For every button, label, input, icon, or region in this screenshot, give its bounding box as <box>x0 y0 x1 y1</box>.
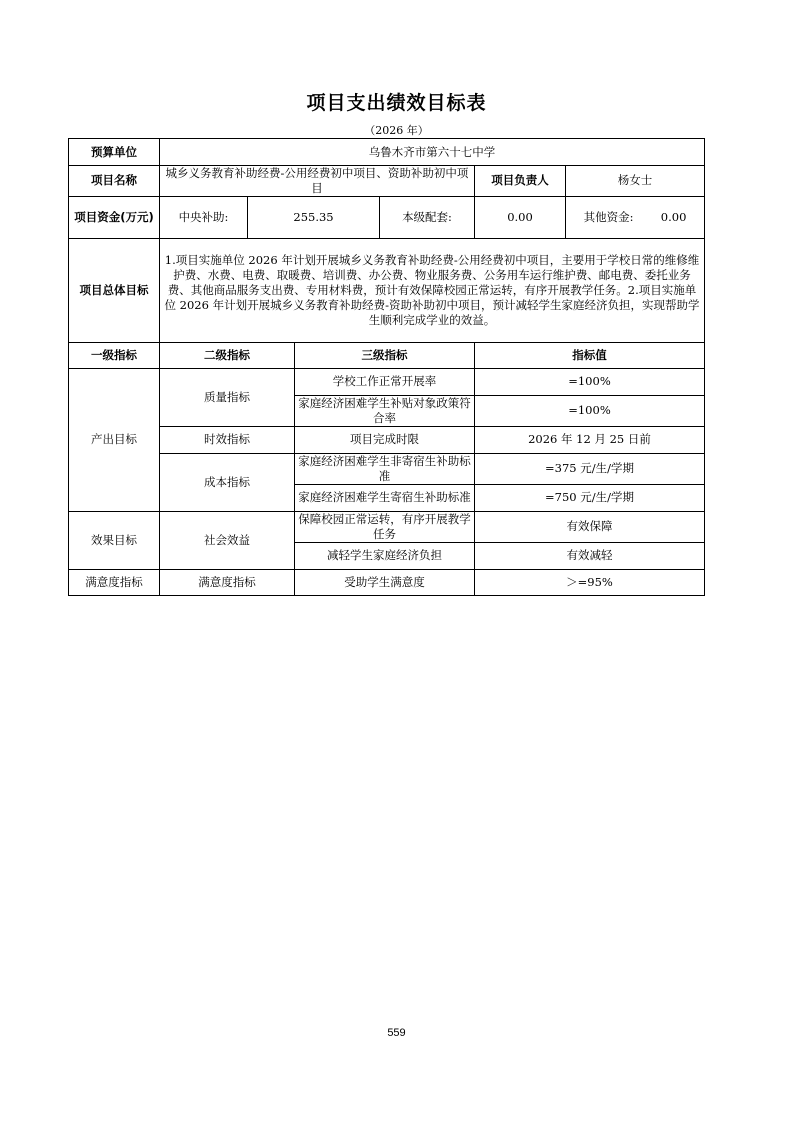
page-title: 项目支出绩效目标表 <box>306 92 487 114</box>
budget-unit-label: 预算单位 <box>69 139 160 166</box>
project-name-label: 项目名称 <box>69 166 160 197</box>
table-row <box>69 569 705 595</box>
performance-goal-table <box>68 138 705 596</box>
project-name-row <box>69 166 705 197</box>
quality-indicator-label: 质量指标 <box>160 368 295 426</box>
value-cell: =100% <box>475 368 705 395</box>
other-funds-cell <box>566 196 705 238</box>
header-level3: 三级指标 <box>295 342 475 368</box>
other-funds-value: 0.00 <box>660 209 687 224</box>
header-level1: 一级指标 <box>69 342 160 368</box>
value-cell: 2026 年 12 月 25 日前 <box>475 426 705 453</box>
page-number: 559 <box>387 1027 406 1039</box>
project-leader-label: 项目负责人 <box>475 166 566 197</box>
effect-goal-label: 效果目标 <box>69 511 160 569</box>
indicator-header-row <box>69 342 705 368</box>
table-row <box>69 511 705 542</box>
local-matching-value: 0.00 <box>475 196 566 238</box>
project-leader-value: 杨女士 <box>566 166 705 197</box>
value-cell: ＞=95% <box>475 569 705 595</box>
cost-indicator-label: 成本指标 <box>160 453 295 511</box>
output-goal-label: 产出目标 <box>69 368 160 511</box>
project-name-value: 城乡义务教育补助经费-公用经费初中项目、资助补助初中项目 <box>160 166 475 197</box>
satisfaction-level2-label: 满意度指标 <box>160 569 295 595</box>
level3-cell: 项目完成时限 <box>295 426 475 453</box>
social-benefit-label: 社会效益 <box>160 511 295 569</box>
year-label: （2026 年） <box>364 124 429 137</box>
level3-cell: 保障校园正常运转，有序开展教学任务 <box>295 511 475 542</box>
value-cell: =100% <box>475 395 705 426</box>
budget-unit-row <box>69 139 705 166</box>
local-matching-label: 本级配套: <box>380 196 475 238</box>
satisfaction-level1-label: 满意度指标 <box>69 569 160 595</box>
level3-cell: 家庭经济困难学生寄宿生补助标准 <box>295 484 475 511</box>
budget-unit-value: 乌鲁木齐市第六十七中学 <box>160 139 705 166</box>
level3-cell: 家庭经济困难学生补贴对象政策符合率 <box>295 395 475 426</box>
level3-cell: 家庭经济困难学生非寄宿生补助标准 <box>295 453 475 484</box>
level3-cell: 减轻学生家庭经济负担 <box>295 542 475 569</box>
level3-cell: 受助学生满意度 <box>295 569 475 595</box>
time-indicator-label: 时效指标 <box>160 426 295 453</box>
header-level2: 二级指标 <box>160 342 295 368</box>
value-cell: =750 元/生/学期 <box>475 484 705 511</box>
table-row <box>69 426 705 453</box>
project-funds-row <box>69 196 705 238</box>
central-subsidy-value: 255.35 <box>248 196 380 238</box>
header-value: 指标值 <box>475 342 705 368</box>
overall-goal-text: 1.项目实施单位 2026 年计划开展城乡义务教育补助经费-公用经费初中项目，主要用于学校日常的维修维护费、水费、电费、取暖费、培训费、办公费、物业服务费、公务用车运行维护费、邮电费、委托业务费、其他商品服务支出费、专用材料费，预计有效保障校园正常运转，有序开展教学任务。2.项目实施单位 2026 年计划开展城乡义务教育补助经费-资助补助初中项目，预计减轻学生家庭经济负担，实现帮助学生顺利完成学业的效益。 <box>160 238 705 342</box>
overall-goal-label: 项目总体目标 <box>69 238 160 342</box>
project-funds-label: 项目资金(万元) <box>69 196 160 238</box>
level3-cell: 学校工作正常开展率 <box>295 368 475 395</box>
value-cell: 有效保障 <box>475 511 705 542</box>
overall-goal-row <box>69 238 705 342</box>
value-cell: =375 元/生/学期 <box>475 453 705 484</box>
table-row <box>69 368 705 395</box>
central-subsidy-label: 中央补助: <box>160 196 248 238</box>
value-cell: 有效减轻 <box>475 542 705 569</box>
other-funds-label: 其他资金: <box>583 209 634 224</box>
table-row <box>69 453 705 484</box>
